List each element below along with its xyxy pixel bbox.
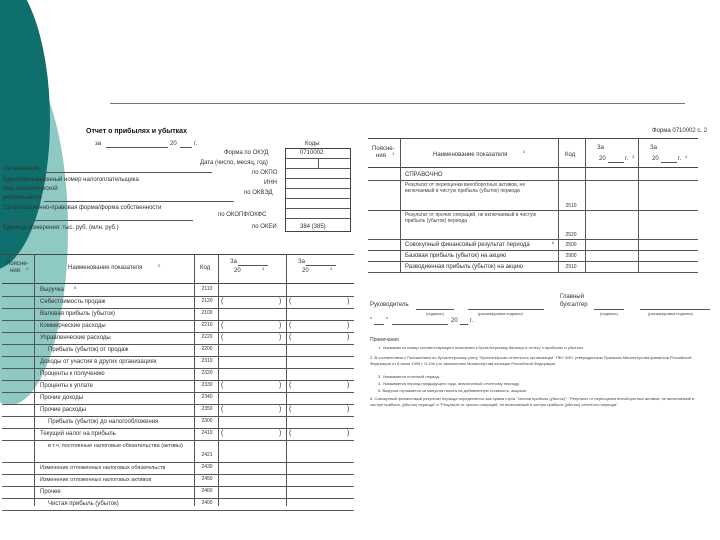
sig-date-day-line bbox=[374, 324, 384, 325]
sig-head-signature-line bbox=[416, 309, 454, 310]
note-1: 1. Указывается номер соответствующего пояснения к бухгалтерскому балансу и отчету о прибылях и убытках. bbox=[378, 345, 584, 350]
left-note-header-1: Поясне- bbox=[6, 261, 29, 267]
org-field-legal-form: Организационно-правовая форма/форма собственности bbox=[3, 205, 162, 211]
codes-label-date: Дата (число, месяц, год) bbox=[200, 160, 268, 166]
right-table-header bbox=[368, 138, 698, 168]
left-row-2100-name: Валовая прибыль (убыток) bbox=[40, 311, 116, 317]
note-4: 4. Указывается период предыдущего года, аналогичный отчетному периоду. bbox=[378, 381, 520, 386]
sig-head-caption-name: (расшифровка подписи) bbox=[478, 311, 523, 316]
left-row-2410-code: 2410 bbox=[201, 430, 213, 436]
top-rule bbox=[110, 103, 685, 104]
left-row-2120-name: Себестоимость продаж bbox=[40, 299, 106, 305]
sig-date-quote-open: " bbox=[370, 318, 373, 324]
sig-date-suffix: г. bbox=[470, 318, 474, 324]
right-col2-sup: 4 bbox=[685, 154, 688, 159]
left-col1-sup: 3 bbox=[262, 266, 265, 271]
left-row-2300-code: 2300 bbox=[201, 418, 213, 424]
left-row-2350-code: 2350 bbox=[201, 406, 213, 412]
right-reference-label: СПРАВОЧНО bbox=[405, 172, 443, 178]
left-row-2120-paren: ) bbox=[347, 298, 350, 305]
org-field-activity1: Вид экономической bbox=[3, 186, 58, 192]
left-row-divider bbox=[2, 356, 354, 357]
left-note-header-sup: 1 bbox=[26, 266, 29, 271]
right-note-header-2: ния bbox=[376, 153, 386, 159]
sig-head-name-line bbox=[468, 309, 544, 310]
left-row-divider bbox=[2, 440, 354, 441]
org-field-activity2: деятельности bbox=[3, 195, 42, 201]
codes-label-okud: Форма по ОКУД bbox=[224, 150, 269, 156]
note-2: 2. В соответствии с Положением по бухгалтерскому учету "Бухгалтерская отчетность организации" ПБУ 4/99, утвержденным Приказом Министерства финансов Российской Федерации от 6 июля 1999 г. N 43н (по заключению Министерства юстиции Российской Федерации bbox=[370, 355, 692, 366]
codes-label-okopf: по ОКОПФ/ОКФС bbox=[218, 212, 267, 218]
left-row-2220-code: 2220 bbox=[201, 334, 213, 340]
left-row-2430-name: Изменение отложенных налоговых обязательств bbox=[40, 465, 166, 471]
left-row-2210-name: Коммерческие расходы bbox=[40, 323, 106, 329]
codes-label-inn: ИНН bbox=[264, 180, 277, 186]
left-row-2210-code: 2210 bbox=[201, 322, 213, 328]
left-row-2450-name: Изменение отложенных налоговых активов bbox=[40, 477, 152, 483]
period-suffix: г. bbox=[194, 141, 198, 147]
left-col2-sup: 4 bbox=[330, 266, 333, 271]
left-row-2200-name: Прибыль (убыток) от продаж bbox=[48, 347, 129, 353]
left-row-2410-paren: ) bbox=[279, 430, 282, 437]
sig-chief-signature-line bbox=[594, 309, 624, 310]
left-row-2210-paren: ) bbox=[347, 322, 350, 329]
left-row-divider bbox=[2, 392, 354, 393]
right-name-header: Наименование показателя bbox=[433, 152, 508, 158]
sig-date-year-line bbox=[460, 324, 468, 325]
left-row-2430-code: 2430 bbox=[201, 464, 213, 470]
left-row-2350-paren: ( bbox=[221, 406, 224, 413]
period-year: 20 bbox=[170, 141, 177, 147]
left-row-2410-name: Текущий налог на прибыль bbox=[40, 431, 116, 437]
right-row-2520-code: 2520 bbox=[565, 232, 577, 238]
left-name-header: Наименование показателя bbox=[68, 265, 143, 271]
left-row-divider bbox=[2, 332, 354, 333]
left-row-2330-code: 2330 bbox=[201, 382, 213, 388]
left-row-2110-name: Выручка bbox=[40, 287, 64, 293]
left-row-divider bbox=[2, 474, 354, 475]
left-row-2210-paren: ( bbox=[221, 322, 224, 329]
right-col1-sup: 3 bbox=[632, 154, 635, 159]
org-field-organization: Организация bbox=[3, 166, 40, 172]
right-row-2500-code: 2500 bbox=[565, 242, 577, 248]
left-row-2340-name: Прочие доходы bbox=[40, 395, 84, 401]
left-row-2220-paren: ) bbox=[347, 334, 350, 341]
sig-chief-caption-name: (расшифровка подписи) bbox=[648, 311, 693, 316]
right-row-2910-name: Разводненная прибыль (убыток) на акцию bbox=[405, 264, 523, 270]
left-row-divider bbox=[2, 308, 354, 309]
left-row-divider bbox=[2, 428, 354, 429]
form-code: Форма 0710002 с. 2 bbox=[652, 128, 708, 134]
left-row-2421-name: в т.ч. постоянные налоговые обязательства (активы) bbox=[48, 443, 183, 449]
right-col2-prefix: За bbox=[650, 145, 657, 151]
left-row-2210-paren: ( bbox=[289, 322, 292, 329]
note-3: 3. Указывается отчетный период. bbox=[378, 374, 440, 379]
sig-chief-name-line bbox=[640, 309, 710, 310]
left-row-2421-code: 2421 bbox=[201, 452, 213, 458]
left-row-2120-paren: ( bbox=[289, 298, 292, 305]
left-row-2320-name: Проценты к получению bbox=[40, 371, 105, 377]
right-note-header-1: Поясне- bbox=[372, 146, 395, 152]
left-row-divider bbox=[2, 296, 354, 297]
codes-label-okei: по ОКЕИ bbox=[252, 224, 277, 230]
left-row-2110-sup: 5 bbox=[74, 285, 77, 290]
left-row-2350-paren: ) bbox=[347, 406, 350, 413]
left-row-2200-code: 2200 bbox=[201, 346, 213, 352]
left-row-2110-code: 2110 bbox=[201, 286, 213, 292]
left-row-2300-name: Прибыль (убыток) до налогообложения bbox=[48, 419, 159, 425]
left-row-divider bbox=[2, 462, 354, 463]
right-col2-year: 20 bbox=[652, 156, 659, 162]
right-row-2910-code: 2910 bbox=[565, 264, 577, 270]
left-row-2400-code: 2400 bbox=[201, 500, 213, 506]
org-field-unit: Единица измерения: тыс. руб. (млн. руб.) bbox=[3, 225, 119, 231]
left-row-2100-code: 2100 bbox=[201, 310, 213, 316]
left-row-2330-paren: ( bbox=[221, 382, 224, 389]
left-row-divider bbox=[2, 498, 354, 499]
left-row-divider bbox=[2, 380, 354, 381]
note-5: 5. Выручка отражается за минусом налога на добавленную стоимость, акцизов. bbox=[378, 388, 527, 393]
left-row-2400-name: Чистая прибыль (убыток) bbox=[48, 501, 119, 507]
right-row-2500-name: Совокупный финансовый результат периода bbox=[405, 242, 530, 248]
right-col1-year: 20 bbox=[599, 156, 606, 162]
org-field-inn: Идентификационный номер налогоплательщика bbox=[3, 177, 139, 183]
left-code-header: Код bbox=[200, 265, 211, 271]
right-col1-prefix: За bbox=[597, 145, 604, 151]
left-row-2120-paren: ) bbox=[279, 298, 282, 305]
right-code-header: Код bbox=[565, 152, 576, 158]
left-row-2220-paren: ( bbox=[289, 334, 292, 341]
left-row-2350-paren: ( bbox=[289, 406, 292, 413]
notes-title: Примечания bbox=[370, 337, 399, 343]
sig-date-month-line bbox=[392, 324, 448, 325]
sig-date-quote-close: " bbox=[386, 318, 389, 324]
period-blank bbox=[106, 147, 168, 148]
left-row-2410-paren: ( bbox=[289, 430, 292, 437]
left-row-divider bbox=[2, 416, 354, 417]
left-row-divider bbox=[2, 510, 354, 511]
codes-value-okei: 384 (385) bbox=[300, 224, 326, 230]
left-row-2460-name: Прочее bbox=[40, 489, 61, 495]
left-row-2410-paren: ) bbox=[347, 430, 350, 437]
right-row-2510-name: Результат от переоценки внеоборотных активов, не включаемый в чистую прибыль (убыток) периода bbox=[405, 182, 526, 194]
sig-chief-caption-signature: (подпись) bbox=[600, 311, 618, 316]
left-row-divider bbox=[2, 320, 354, 321]
right-row-2510-code: 2510 bbox=[565, 203, 577, 209]
left-row-divider bbox=[2, 404, 354, 405]
left-row-divider bbox=[2, 368, 354, 369]
right-note-header-sup: 1 bbox=[392, 151, 395, 156]
right-col2-suffix: г. bbox=[678, 156, 682, 162]
right-row-2900-code: 2900 bbox=[565, 253, 577, 259]
codes-label-okpo: по ОКПО bbox=[252, 170, 278, 176]
sig-head: Руководитель bbox=[370, 302, 409, 308]
left-row-2410-paren: ( bbox=[221, 430, 224, 437]
left-row-2220-paren: ( bbox=[221, 334, 224, 341]
codes-value-okud: 0710002 bbox=[300, 150, 324, 156]
left-row-2330-name: Проценты к уплате bbox=[40, 383, 93, 389]
left-row-2460-code: 2460 bbox=[201, 488, 213, 494]
right-col1-suffix: г. bbox=[625, 156, 629, 162]
left-row-divider bbox=[2, 344, 354, 345]
period-prefix: за bbox=[95, 141, 102, 147]
left-col2-year: 20 bbox=[302, 268, 309, 274]
right-name-header-sup: 2 bbox=[523, 149, 526, 154]
sig-chief-line1: Главный bbox=[560, 294, 584, 300]
right-row-2520-name: Результат от прочих операций, не включаемый в чистую прибыль (убыток) периода bbox=[405, 212, 537, 224]
left-row-2350-paren: ) bbox=[279, 406, 282, 413]
left-row-2340-code: 2340 bbox=[201, 394, 213, 400]
right-row-2500-sup: 6 bbox=[552, 240, 555, 245]
page-title: Отчет о прибылях и убытках bbox=[86, 128, 187, 135]
sig-chief-line2: бухгалтер bbox=[560, 302, 588, 308]
left-row-divider bbox=[2, 486, 354, 487]
left-row-2320-code: 2320 bbox=[201, 370, 213, 376]
left-row-2210-paren: ) bbox=[279, 322, 282, 329]
left-row-2310-name: Доходы от участия в других организациях bbox=[40, 359, 157, 365]
left-note-header-2: ния bbox=[10, 268, 20, 274]
left-row-2450-code: 2450 bbox=[201, 476, 213, 482]
left-row-2120-paren: ( bbox=[221, 298, 224, 305]
left-row-2310-code: 2310 bbox=[201, 358, 213, 364]
left-name-header-sup: 2 bbox=[158, 263, 161, 268]
left-row-2330-paren: ( bbox=[289, 382, 292, 389]
left-row-2120-code: 2120 bbox=[201, 298, 213, 304]
left-col1-year: 20 bbox=[234, 268, 241, 274]
left-row-2220-name: Управленческие расходы bbox=[40, 335, 111, 341]
sig-date-year: 20 bbox=[451, 318, 458, 324]
left-row-2330-paren: ) bbox=[347, 382, 350, 389]
left-col2-prefix: За bbox=[298, 259, 305, 265]
left-row-2220-paren: ) bbox=[279, 334, 282, 341]
note-6: 6. Совокупный финансовый результат периода определяется как сумма строк "Чистая прибыль (убыток)", "Результат от переоценки внеоборотных активов, не включаемый в чистую прибыль (убыток) периода" и "Результат от прочих операций, не включаемый в чистую прибыль (убыток) отчетного периода". bbox=[370, 396, 695, 407]
left-row-2330-paren: ) bbox=[279, 382, 282, 389]
sig-head-caption-signature: (подпись) bbox=[426, 311, 444, 316]
left-row-2350-name: Прочие расходы bbox=[40, 407, 86, 413]
period-year-blank bbox=[180, 147, 192, 148]
right-row-2900-name: Базовая прибыль (убыток) на акцию bbox=[405, 253, 507, 259]
codes-label-okved: по ОКВЭД bbox=[244, 190, 273, 196]
left-col1-prefix: За bbox=[230, 259, 237, 265]
codes-header: Коды bbox=[305, 141, 320, 147]
